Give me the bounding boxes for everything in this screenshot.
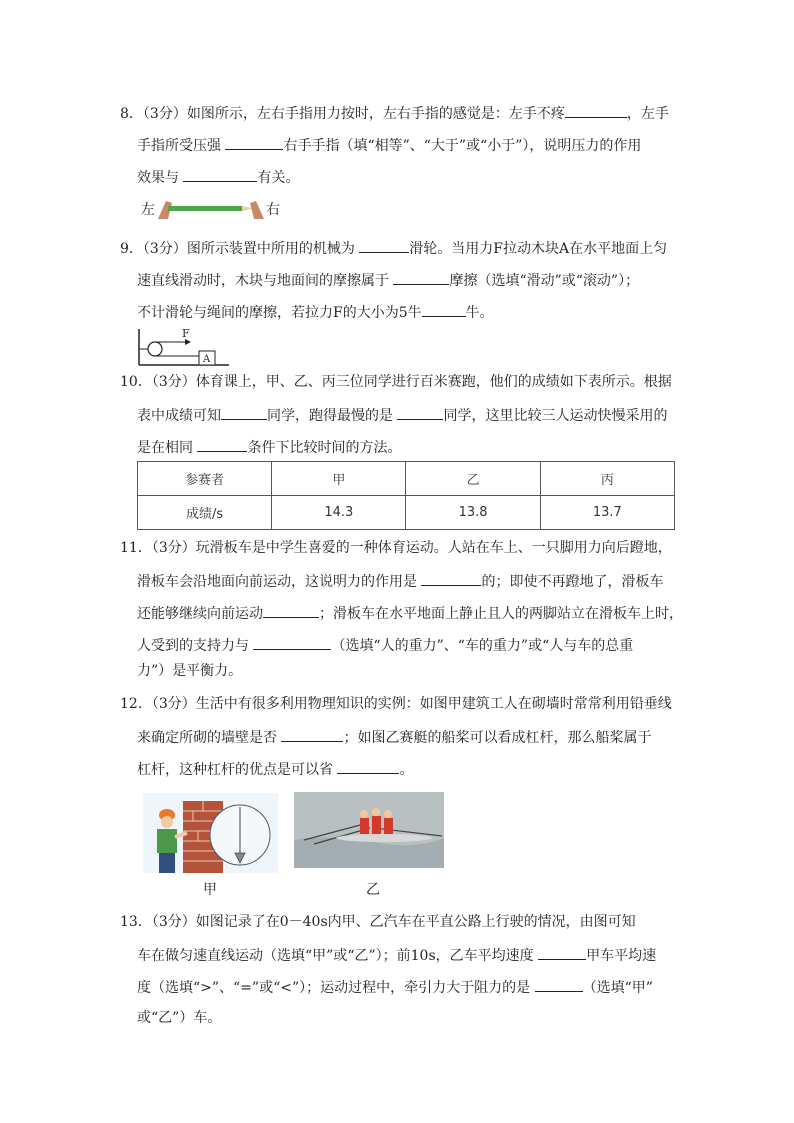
- q13-blank-1: [538, 944, 586, 960]
- table-cell: 14.3: [272, 496, 406, 530]
- q12-line-3: 杠杆，这种杠杆的优点是可以省 。: [137, 758, 413, 780]
- q10-results-table: [137, 461, 675, 530]
- table-row: [138, 496, 675, 530]
- q9-line-1: 9．（3分）图所示装置中所用的机械为 滑轮。当用力F拉动木块A在水平地面上匀: [120, 237, 667, 259]
- q8-line-3: 效果与 有关。: [137, 166, 299, 188]
- block-label: A: [203, 354, 211, 365]
- table-row-label: 成绩/s: [138, 496, 272, 530]
- q9-line-2: 速直线滑动时，木块与地面间的摩擦属于 摩擦（选填“滑动”或“滚动”）；: [137, 269, 639, 291]
- q11-line-4: 人受到的支持力与 （选填“人的重力”、“车的重力”或“人与车的总重: [137, 634, 633, 656]
- q13-line-2: 车在做匀速直线运动（选填“甲”或“乙”）；前10s，乙车平均速度 甲车平均速: [137, 944, 656, 966]
- q10-blank-2: [397, 404, 443, 420]
- table-header-row: [138, 462, 675, 496]
- figure-b-rowing: [294, 792, 444, 868]
- rowers: [360, 808, 393, 834]
- q8-figure-left-label: 左: [141, 202, 155, 218]
- boat-hull: [336, 834, 432, 842]
- figure-a-bricklayer: [143, 793, 278, 873]
- q11-blank-1: [421, 570, 481, 586]
- q12-line-2: 来确定所砌的墙壁是否 ；如图乙赛艇的船桨可以看成杠杆，那么船桨属于: [137, 726, 651, 748]
- q9-pulley-figure: [137, 327, 232, 367]
- q11-blank-3: [253, 634, 331, 650]
- q10-blank-3: [197, 436, 247, 452]
- right-finger: [250, 201, 264, 219]
- q13-line-3: 度（选填“>”、“=”或“<”）；运动过程中，牵引力大于阻力的是 （选填“甲”: [137, 976, 653, 998]
- q8-line-2: 手指所受压强 右手手指（填“相等”、“大于”或“小于”），说明压力的作用: [137, 134, 641, 156]
- q13-blank-2: [535, 976, 583, 992]
- pulley-wheel: [148, 342, 162, 356]
- q10-line-2: 表中成绩可知 同学，跑得最慢的是 同学，这里比较三人运动快慢采用的: [137, 404, 667, 426]
- q13-line-4: 或“乙”）车。: [137, 1010, 222, 1026]
- table-header-cell: 乙: [406, 462, 540, 496]
- force-label: F: [182, 327, 190, 340]
- table-cell: 13.7: [540, 496, 674, 530]
- q9-blank-1: [359, 237, 409, 253]
- q8-blank-1: [565, 102, 627, 118]
- q9-blank-3: [422, 301, 466, 317]
- figure-b-caption: 乙: [366, 882, 380, 898]
- q13-line-1: 13．（3分）如图记录了在0－40s内甲、乙汽车在平直公路上行驶的情况，由图可知: [120, 914, 636, 930]
- table-cell: 13.8: [406, 496, 540, 530]
- q12-blank-2: [337, 758, 399, 774]
- q10-line-3: 是在相同 条件下比较时间的方法。: [137, 436, 401, 458]
- q9-blank-2: [393, 269, 449, 285]
- table-header-cell: 参赛者: [138, 462, 272, 496]
- q8-blank-2: [225, 134, 283, 150]
- figure-a-caption: 甲: [203, 882, 217, 898]
- pencil-body: [168, 206, 242, 211]
- q11-line-3: 还能够继续向前运动 ；滑板车在水平地面上静止且人的两脚站立在滑板车上时，: [137, 602, 683, 624]
- q11-line-2: 滑板车会沿地面向前运动，这说明力的作用是 的；即使不再蹬地了，滑板车: [137, 570, 663, 592]
- table-header-cell: 丙: [540, 462, 674, 496]
- q8-line-1: 8．（3分）如图所示，左右手指用力按时，左右手指的感觉是：左手不疼 ，左手: [120, 102, 669, 124]
- q12-line-1: 12．（3分）生活中有很多利用物理知识的实例：如图甲建筑工人在砌墙时常常利用铅垂线: [120, 696, 672, 712]
- q12-blank-1: [281, 726, 343, 742]
- table-header-cell: 甲: [272, 462, 406, 496]
- q9-line-3: 不计滑轮与绳间的摩擦，若拉力F的大小为5牛 牛。: [137, 301, 494, 323]
- q10-blank-1: [221, 404, 267, 420]
- q11-blank-2: [263, 602, 319, 618]
- q11-line-1: 11．（3分）玩滑板车是中学生喜爱的一种体育运动。人站在车上、一只脚用力向后蹬地，: [120, 540, 672, 556]
- q11-line-5: 力”）是平衡力。: [137, 663, 243, 679]
- q8-pencil-figure: [156, 197, 266, 221]
- q8-blank-3: [183, 166, 257, 182]
- q10-line-1: 10．（3分）体育课上，甲、乙、丙三位同学进行百米赛跑，他们的成绩如下表所示。根据: [120, 374, 672, 390]
- q8-figure-right-label: 右: [266, 202, 280, 218]
